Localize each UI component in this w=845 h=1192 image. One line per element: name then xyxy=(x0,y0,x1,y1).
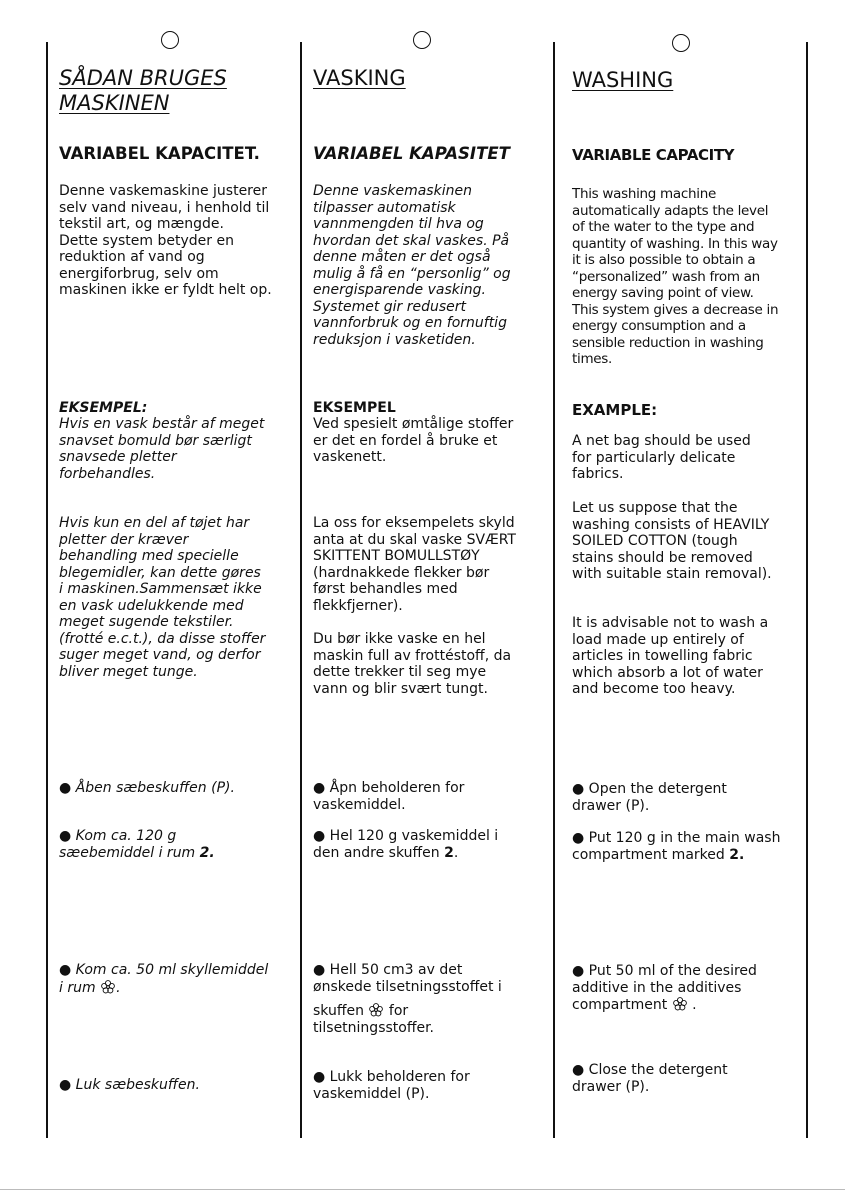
bullet-icon: ● xyxy=(59,828,72,844)
intro-text-da: Denne vaskemaskine justerer selv vand niveau, i henhold til tekstil art, og mængde. Dette system betyder en reduktion af vand og energiforbrug, selv om maskinen ikke er fyldt helt op. xyxy=(59,183,272,298)
intro-text-en: This washing machine automatically adapts the level of the water to the type and quantity of washing. In this way it is also possible to obtain a “personalized” wash from an energy saving point of view. This system gives a decrease in energy consumption and a sensible reduction in washing times. xyxy=(572,186,779,367)
bullet-icon: ● xyxy=(572,963,585,979)
column-divider-left xyxy=(46,42,48,1138)
step-softener-no xyxy=(313,962,502,995)
step-text: Åpn beholderen for vaskemiddel. xyxy=(313,780,465,813)
language-flag-icon-no xyxy=(413,31,431,49)
bullet-icon: ● xyxy=(313,962,326,978)
section-title-da: VARIABEL KAPACITET. xyxy=(59,144,260,163)
step-text: Put 50 ml of the desired additive in the additives compartment xyxy=(572,963,757,1013)
compartment-number: 2. xyxy=(199,844,215,861)
page-bottom-edge xyxy=(0,1189,845,1190)
step-text: skuffen xyxy=(313,1003,364,1019)
example-text-en: A net bag should be used for particularly delicate fabrics. xyxy=(572,433,751,482)
step-text: Hell 50 cm3 av det ønskede tilsetningsstoffet i xyxy=(313,962,502,995)
language-flag-icon-en xyxy=(672,34,690,52)
step-open-drawer-no xyxy=(313,780,464,813)
step-text-end: . xyxy=(116,979,121,996)
bullet-icon: ● xyxy=(572,830,585,846)
paragraph3-no: Du bør ikke vaske en hel maskin full av frottéstoff, da dette trekker til seg mye vann og blir svært tungt. xyxy=(313,631,512,697)
title-line1: SÅDAN BRUGES xyxy=(59,66,227,90)
softener-flower-icon xyxy=(672,996,688,1012)
paragraph2-da: Hvis kun en del af tøjet har pletter der kræver behandling med specielle blegemidler, kan dette gøres i maskinen.Sammensæt ikke en vask udelukkende med meget sugende tekstiler. (frotté e.c.t.), da disse stoffer suger meget vand, og derfor bliver meget tunge. xyxy=(59,515,266,680)
compartment-number: 2. xyxy=(729,846,745,863)
step-text: Luk sæbeskuffen. xyxy=(75,1077,200,1093)
column-divider-mid-right xyxy=(553,42,555,1138)
step-softener-no-cont xyxy=(313,1002,434,1036)
step-detergent-en xyxy=(572,830,780,863)
bullet-icon: ● xyxy=(59,962,72,978)
step-close-drawer-da xyxy=(59,1077,200,1094)
step-text: Kom ca. 120 g sæebemiddel i rum xyxy=(59,828,196,861)
language-flag-icon-da xyxy=(161,31,179,49)
step-close-drawer-en xyxy=(572,1062,728,1095)
bullet-icon: ● xyxy=(572,1062,585,1078)
column-divider-mid-left xyxy=(300,42,302,1138)
softener-flower-icon xyxy=(368,1002,384,1018)
example-title-en: EXAMPLE: xyxy=(572,401,658,419)
bullet-icon: ● xyxy=(313,1069,326,1085)
bullet-icon: ● xyxy=(59,1077,72,1093)
bullet-icon: ● xyxy=(313,828,326,844)
step-open-drawer-en xyxy=(572,781,727,814)
step-detergent-da xyxy=(59,828,215,861)
step-text: Lukk beholderen for vaskemiddel (P). xyxy=(313,1069,470,1102)
step-text-end: . xyxy=(692,997,697,1013)
softener-flower-icon xyxy=(100,979,116,995)
intro-text-no: Denne vaskemaskinen tilpasser automatisk vannmengden til hva og hvordan det skal vaskes. På denne måten er det også mulig å få en “personlig” og energisparende vasking. Systemet gir redusert vannforbruk og en fornuftig reduksjon i vasketiden. xyxy=(313,183,511,348)
step-open-drawer-da xyxy=(59,780,235,797)
paragraph2-no: La oss for eksempelets skyld anta at du skal vaske SVÆRT SKITTENT BOMULLSTØY (hardnakkede flekker bør først behandles med flekkfjerner). xyxy=(313,515,516,614)
step-text: Åben sæbeskuffen (P). xyxy=(75,780,235,796)
bullet-icon: ● xyxy=(59,780,72,796)
paragraph2-en: Let us suppose that the washing consists of HEAVILY SOILED COTTON (tough stains should be removed with suitable stain removal). xyxy=(572,500,772,582)
step-text: Put 120 g in the main wash compartment marked xyxy=(572,830,781,863)
example-text-da: Hvis en vask består af meget snavset bomuld bør særligt snavsede pletter forbehandles. xyxy=(59,416,265,482)
step-text-end: for tilsetningsstoffer. xyxy=(313,1003,435,1036)
page-title-en: WASHING xyxy=(572,68,674,92)
step-text: Open the detergent drawer (P). xyxy=(572,781,727,814)
step-softener-en xyxy=(572,963,757,1014)
title-line2: MASKINEN xyxy=(59,91,170,115)
bullet-icon: ● xyxy=(572,781,585,797)
section-title-no: VARIABEL KAPASITET xyxy=(313,144,510,163)
bullet-icon: ● xyxy=(313,780,326,796)
step-text: Hel 120 g vaskemiddel i den andre skuffen xyxy=(313,828,499,861)
paragraph3-en: It is advisable not to wash a load made up entirely of articles in towelling fabric which absorb a lot of water and become too heavy. xyxy=(572,615,769,697)
page-title-da xyxy=(59,66,227,116)
step-text: Kom ca. 50 ml skyllemiddel i rum xyxy=(59,962,269,996)
step-softener-da xyxy=(59,962,268,996)
step-text-end: . xyxy=(453,844,459,861)
column-divider-right xyxy=(806,42,808,1138)
page-title-no: VASKING xyxy=(313,66,406,90)
step-detergent-no xyxy=(313,828,498,861)
example-title-da: EKSEMPEL: xyxy=(59,400,148,416)
section-title-en: VARIABLE CAPACITY xyxy=(572,146,735,164)
compartment-number: 2 xyxy=(444,844,454,861)
example-text-no: Ved spesielt ømtålige stoffer er det en fordel å bruke et vaskenett. xyxy=(313,416,514,465)
step-close-drawer-no xyxy=(313,1069,470,1102)
step-text: Close the detergent drawer (P). xyxy=(572,1062,728,1095)
example-title-no: EKSEMPEL xyxy=(313,400,396,416)
